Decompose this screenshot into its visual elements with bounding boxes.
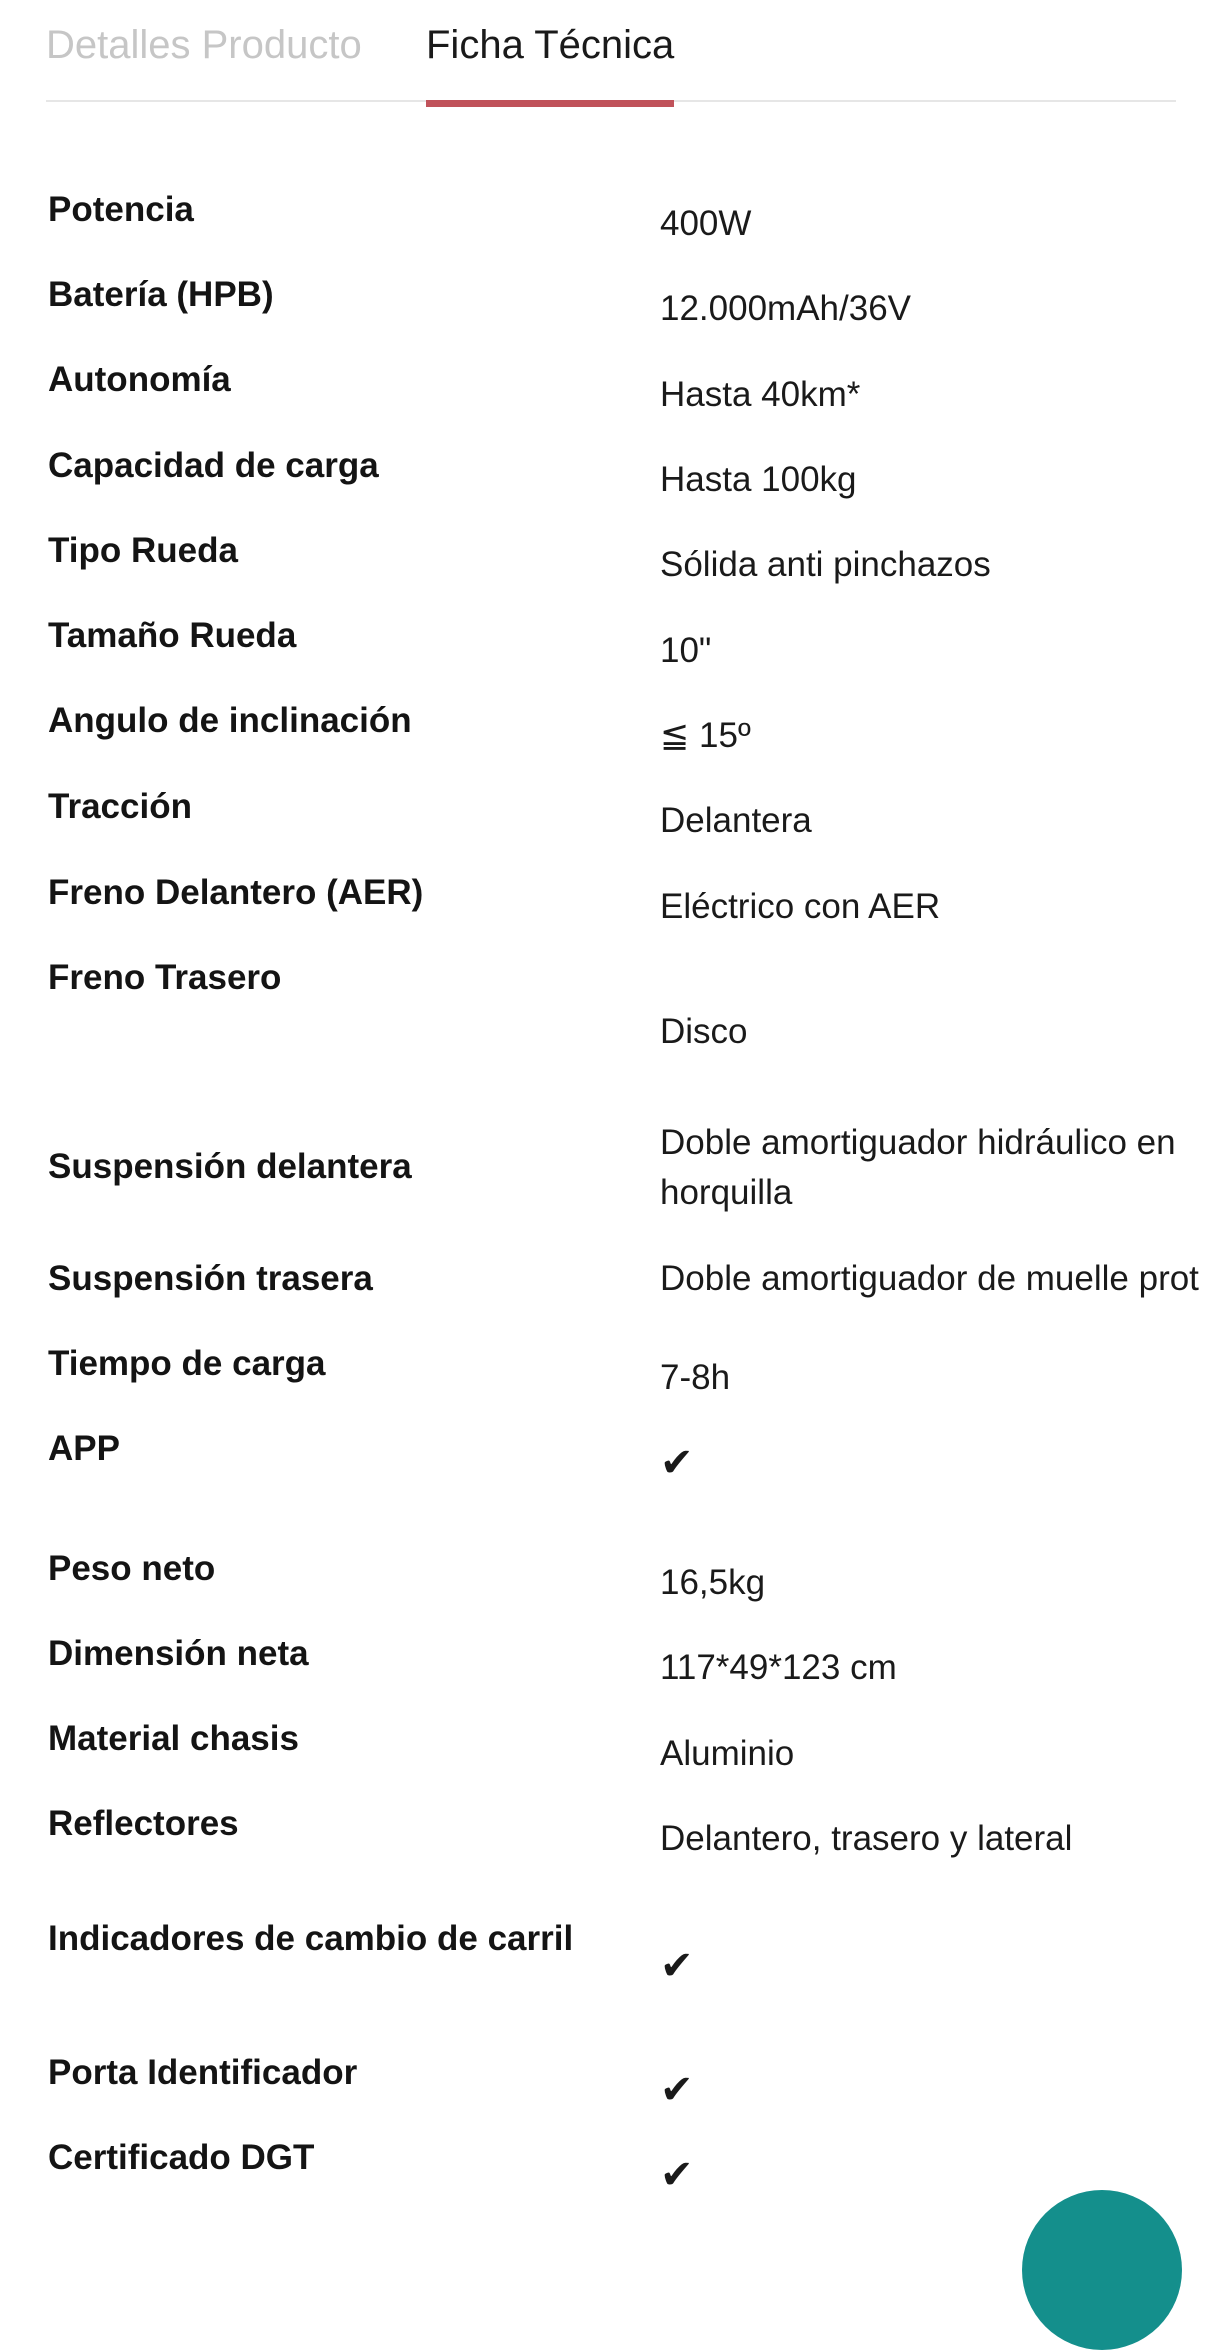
spec-value: 117*49*123 cm <box>660 1648 897 1687</box>
spec-label: Freno Delantero (AER) <box>48 873 424 912</box>
lane-indicator-check-icon: ✔ <box>660 1944 694 1988</box>
spec-value: ≦ 15º <box>660 716 751 755</box>
dgt-certificate-check-icon: ✔ <box>660 2153 694 2197</box>
spec-label: Reflectores <box>48 1804 239 1843</box>
spec-value: 12.000mAh/36V <box>660 289 912 328</box>
spec-label: Freno Trasero <box>48 958 282 997</box>
spec-label: Suspensión trasera <box>48 1259 373 1298</box>
app-check-icon: ✔ <box>660 1441 694 1485</box>
spec-label: Batería (HPB) <box>48 275 274 314</box>
spec-label: Tamaño Rueda <box>48 616 297 655</box>
spec-label: Tipo Rueda <box>48 531 238 570</box>
spec-value: Disco <box>660 1012 748 1051</box>
tab-detalles-producto[interactable]: Detalles Producto <box>46 23 362 67</box>
spec-value: Sólida anti pinchazos <box>660 545 991 584</box>
spec-value: Aluminio <box>660 1734 795 1773</box>
spec-value: Doble amortiguador de muelle prot <box>660 1259 1199 1298</box>
spec-value: 16,5kg <box>660 1563 766 1602</box>
spec-label: Autonomía <box>48 360 231 399</box>
tab-ficha-tecnica[interactable]: Ficha Técnica <box>426 20 674 107</box>
spec-label: Porta Identificador <box>48 2053 358 2092</box>
chat-bubble-icon[interactable] <box>1022 2190 1182 2350</box>
spec-label: Potencia <box>48 190 194 229</box>
spec-value: Hasta 100kg <box>660 460 857 499</box>
spec-value: 400W <box>660 204 752 243</box>
spec-label: APP <box>48 1429 120 1468</box>
spec-label: Dimensión neta <box>48 1634 309 1673</box>
tab-bar <box>46 0 1176 102</box>
spec-value: Doble amortiguador hidráulico en horquilla <box>660 1123 1176 1212</box>
spec-value: 7-8h <box>660 1358 731 1397</box>
spec-value: Hasta 40km* <box>660 375 861 414</box>
spec-value: 10" <box>660 631 712 670</box>
spec-label: Angulo de inclinación <box>48 701 412 740</box>
spec-value: Eléctrico con AER <box>660 887 941 926</box>
spec-label: Certificado DGT <box>48 2138 315 2177</box>
spec-label: Material chasis <box>48 1719 299 1758</box>
spec-value: Delantera <box>660 801 812 840</box>
spec-label: Suspensión delantera <box>48 1147 412 1186</box>
spec-label: Tracción <box>48 787 192 826</box>
spec-label: Capacidad de carga <box>48 446 379 485</box>
spec-label: Tiempo de carga <box>48 1344 326 1383</box>
spec-value: Delantero, trasero y lateral <box>660 1819 1073 1858</box>
id-holder-check-icon: ✔ <box>660 2068 694 2112</box>
spec-label: Indicadores de cambio de carril <box>48 1919 574 1958</box>
spec-label: Peso neto <box>48 1549 216 1588</box>
